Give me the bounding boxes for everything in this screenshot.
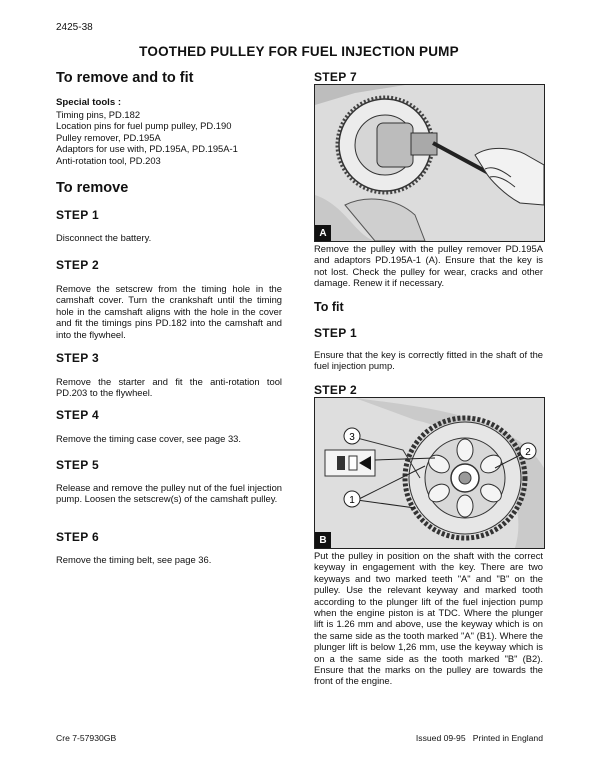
heading-remove-and-fit: To remove and to fit [56, 70, 194, 86]
special-tools-label: Special tools : [56, 97, 122, 108]
fit-step-1-label: STEP 1 [314, 326, 357, 340]
footer-issue-info: Issued 09-95 Printed in England [415, 733, 543, 743]
step-1-label: STEP 1 [56, 208, 99, 222]
step-6-label: STEP 6 [56, 530, 99, 544]
callout-3: 3 [349, 432, 355, 443]
special-tools-list [56, 109, 296, 166]
step-1-text: Disconnect the battery. [56, 232, 152, 243]
step-7-label: STEP 7 [314, 70, 357, 84]
pulley-remover-illustration [315, 85, 544, 241]
step-6-text: Remove the timing belt, see page 36. [56, 554, 212, 565]
page-title: TOOTHED PULLEY FOR FUEL INJECTION PUMP [139, 44, 459, 59]
callout-1: 1 [349, 495, 355, 506]
step-4-text: Remove the timing case cover, see page 33. [56, 433, 241, 444]
tool-item: Location pins for fuel pump pulley, PD.190 [56, 120, 232, 132]
page-number: 2425-38 [56, 22, 93, 33]
step-3-label: STEP 3 [56, 351, 99, 365]
fit-step-2-text: Put the pulley in position on the shaft with the correct keyway in engagement with the key. There are two keyways and two marked teeth "A" and "B" on the pulley. Use the relevant keyway and marked tooth according to the plunger lift of the fuel injection pump when the engine piston is at TDC. Where the plunger lift is 1.26 mm and above, use the keyway which is on the same side as the tooth marked "A" (B1). Where the plunger lift is below 1,26 mm, use the keyway which is on a the same side as the tooth marked "B" (B2). Ensure that the marks on the pulley are towards the front of the engine. [314, 550, 543, 687]
step-4-label: STEP 4 [56, 408, 99, 422]
step-7-text: Remove the pulley with the pulley remover PD.195A and adaptors PD.195A-1 (A). Ensure that the key is not lost. Check the pulley for wear, cracks and other damage. Renew it if necessary. [314, 243, 543, 289]
tool-item: Adaptors for use with, PD.195A, PD.195A-1 [56, 143, 238, 155]
tool-item: Pulley remover, PD.195A [56, 131, 161, 143]
tool-item: Timing pins, PD.182 [56, 109, 141, 120]
figure-b-label: B [315, 532, 331, 548]
heading-to-remove: To remove [56, 180, 129, 196]
figure-a-label: A [315, 225, 331, 241]
step-2-label: STEP 2 [56, 258, 99, 272]
pulley-fitting-illustration [315, 398, 544, 548]
step-5-label: STEP 5 [56, 458, 99, 472]
fit-step-2-label: STEP 2 [314, 383, 357, 397]
callout-2: 2 [525, 447, 531, 458]
tool-item: Anti-rotation tool, PD.203 [56, 154, 161, 166]
step-2-text: Remove the setscrew from the timing hole in the camshaft cover. Turn the crankshaft until the timing hole in the camshaft aligns with the hole in the cover and fit the timings pins PD.182 into the camshaft and into the flywheel. [56, 283, 282, 340]
figure-b-pulley-fitting [314, 397, 545, 549]
heading-to-fit: To fit [314, 300, 344, 314]
step-3-text: Remove the starter and fit the anti-rotation tool PD.203 to the flywheel. [56, 376, 282, 399]
figure-a-pulley-removal [314, 84, 545, 242]
step-5-text: Release and remove the pulley nut of the fuel injection pump. Loosen the setscrew(s) of the camshaft pulley. [56, 482, 282, 505]
footer-document-code: Cre 7-57930GB [56, 733, 117, 743]
fit-step-1-text: Ensure that the key is correctly fitted in the shaft of the fuel injection pump. [314, 349, 543, 372]
